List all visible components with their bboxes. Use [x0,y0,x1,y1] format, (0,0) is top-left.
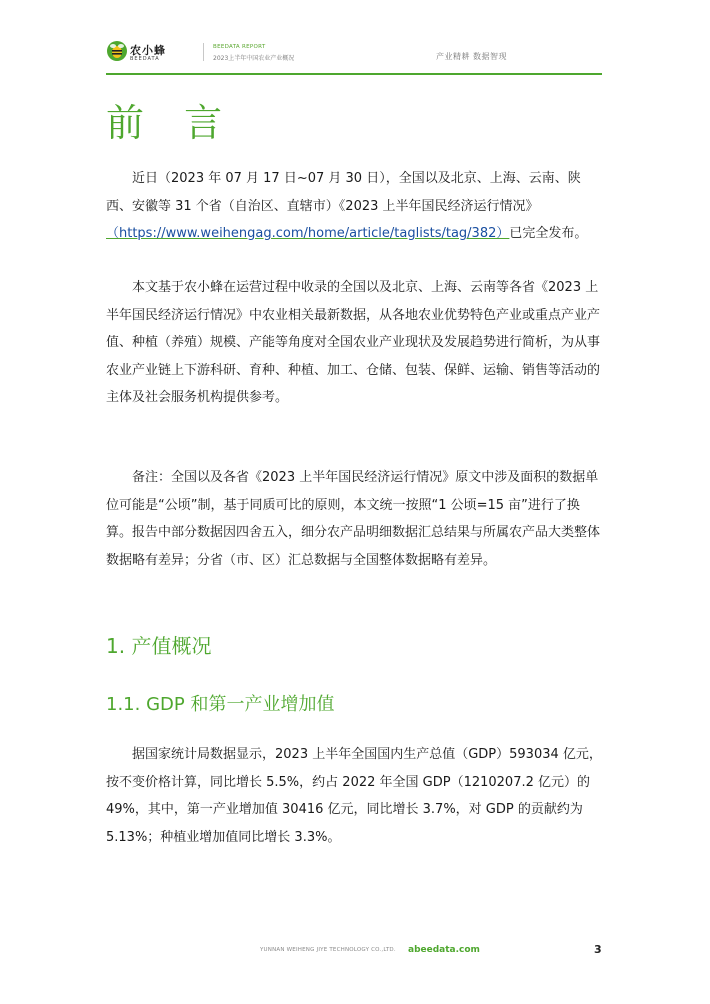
subsection-heading: 1.1. GDP 和第一产业增加值 [106,694,335,715]
header-slogan: 产业精耕 数据智现 [436,52,508,61]
page-title: 前 言 [106,101,237,145]
paragraph-intro [106,165,604,248]
report-label: BEEDATA REPORT [213,44,266,50]
footer-website[interactable]: abeedata.com [408,945,480,955]
paragraph-note: 备注：全国以及各省《2023 上半年国民经济运行情况》原文中涉及面积的数据单位可能是“公顷”制，基于同质可比的原则，本文统一按照“1 公顷=15 亩”进行了换算。报告中部分数据因四舍五入，细分农产品明细数据汇总结果与所属农产品大类整体数据略有差异；分省（市、区）汇总数据与全国整体数据略有差异。 [106,470,601,568]
report-subtitle: 2023上半年中国农业产业概况 [213,55,295,62]
brand-logo [106,40,188,68]
page-header [0,0,710,75]
paragraph-intro-tail: 已完全发布。 [509,226,588,241]
logo-chinese-name: 农小蜂 [130,44,166,57]
paragraph-gdp: 据国家统计局数据显示，2023 上半年全国国内生产总值（GDP）593034 亿元，按不变价格计算，同比增长 5.5%，约占 2022 年全国 GDP（1210207.2 亿元）的 49%，其中，第一产业增加值 30416 亿元，同比增长 3.7%，对 GDP 的贡献约为 5.13%；种植业增加值同比增长 3.3%。 [106,747,602,845]
header-rule [106,73,602,75]
bee-icon [106,40,128,62]
header-divider [203,43,204,61]
page-number: 3 [594,943,602,956]
section-heading: 1. 产值概况 [106,634,212,658]
paragraph-purpose: 本文基于农小蜂在运营过程中收录的全国以及北京、上海、云南等各省《2023 上半年国民经济运行情况》中农业相关最新数据，从各地农业优势特色产业或重点产业产值、种植（养殖）规模、产能等角度对全国农业产业现状及发展趋势进行简析，为从事农业产业链上下游科研、育种、种植、加工、仓储、包装、保鲜、运输、销售等活动的主体及社会服务机构提供参考。 [106,280,601,405]
logo-english-name: BEEDATA [130,56,160,62]
footer-company: YUNNAN WEIHENG JIYE TECHNOLOGY CO.,LTD. [260,947,396,953]
paragraph-intro-text: 近日（2023 年 07 月 17 日~07 月 30 日），全国以及北京、上海、云南、陕西、安徽等 31 个省（自治区、直辖市）《2023 上半年国民经济运行情况》 [106,171,581,214]
source-link[interactable]: （https://www.weihengag.com/home/article/taglists/tag/382） [106,226,510,241]
